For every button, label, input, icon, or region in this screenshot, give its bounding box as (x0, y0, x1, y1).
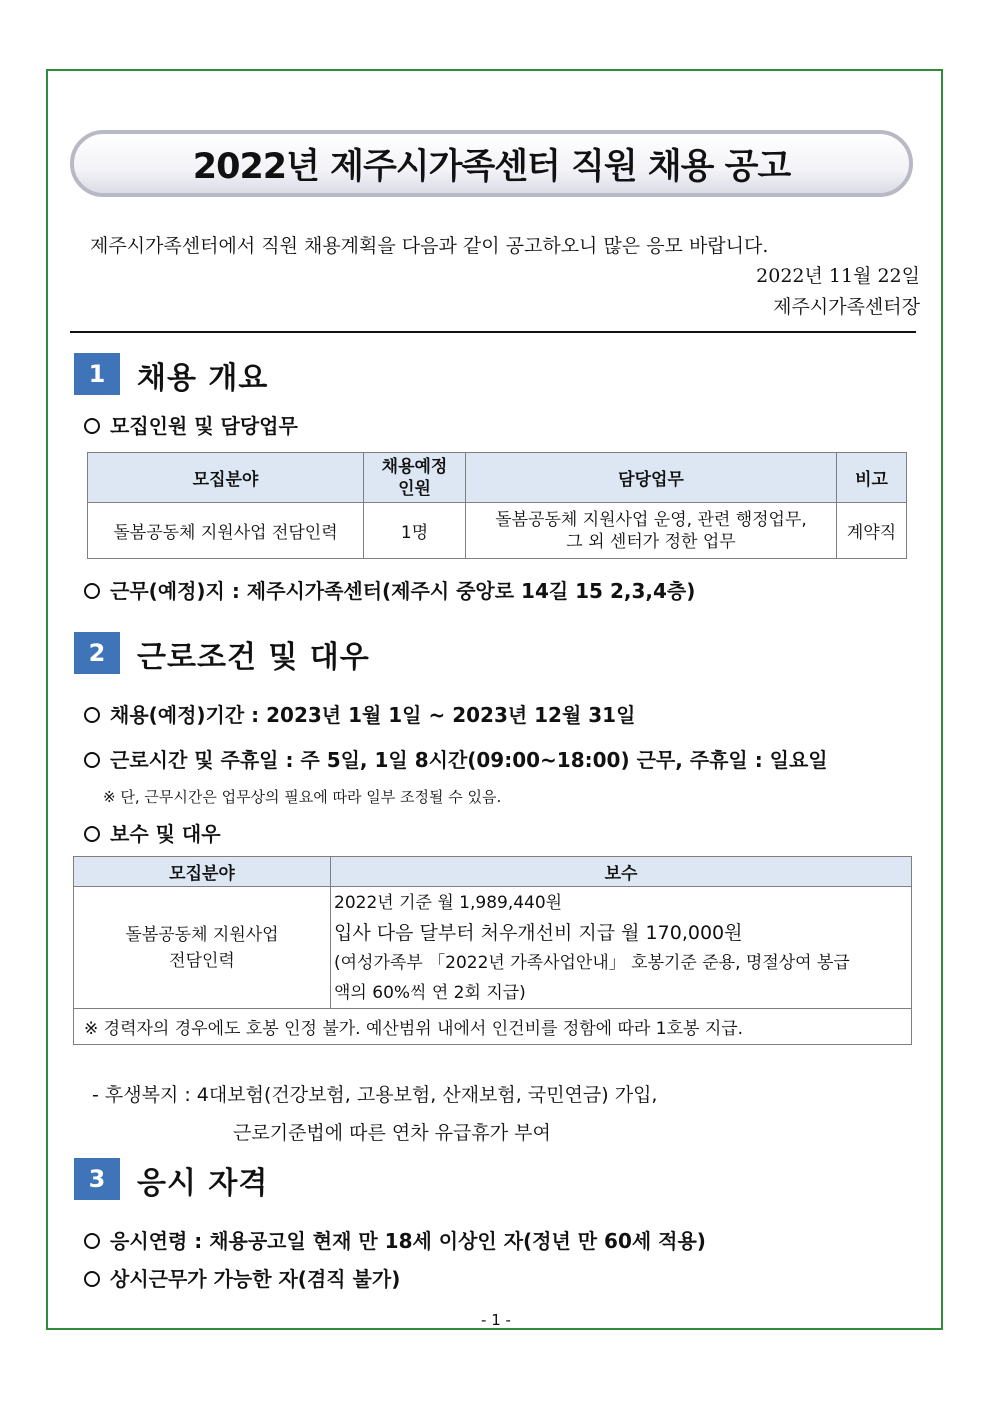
section-1-number: 1 (74, 353, 120, 395)
circle-bullet-icon (84, 752, 100, 768)
bullet-age (84, 1225, 706, 1254)
bullet-pay (84, 818, 221, 847)
bullet-workplace (84, 575, 695, 604)
bullet-hours (84, 744, 828, 773)
bullet-fulltime (84, 1263, 400, 1292)
announcement-date: 2022년 11월 22일 (756, 265, 920, 287)
cell-pay: 2022년 기준 월 1,989,440원 입사 다음 달부터 처우개선비 지급 월 170,000원 (여성가족부 「2022년 가족사업안내」 호봉기준 준용, 명절상여 봉급 액의 60%씩 연 2회 지급) (331, 887, 912, 1009)
table-row (88, 503, 907, 559)
section-2-number: 2 (74, 632, 120, 674)
th-pay-field: 모집분야 (74, 857, 331, 887)
th-note: 비고 (837, 453, 907, 503)
bullet-text: 근로시간 및 주휴일 : 주 5일, 1일 8시간(09:00~18:00) 근무, 주휴일 : 일요일 (110, 748, 828, 772)
bullet-text: 모집인원 및 담당업무 (110, 414, 298, 438)
th-pay: 보수 (331, 857, 912, 887)
pay-table (73, 856, 912, 1045)
table-row (74, 887, 912, 1009)
th-duty: 담당업무 (466, 453, 837, 503)
bullet-recruit (84, 410, 298, 439)
th-count: 채용예정 인원 (364, 453, 466, 503)
circle-bullet-icon (84, 826, 100, 842)
section-2-title: 근로조건 및 대우 (137, 640, 370, 675)
intro-text: 제주시가족센터에서 직원 채용계획을 다음과 같이 공고하오니 많은 응모 바랍니다. (90, 235, 769, 257)
circle-bullet-icon (84, 583, 100, 599)
recruit-table (87, 452, 907, 559)
issuer: 제주시가족센터장 (773, 296, 920, 318)
section-1-title: 채용 개요 (137, 361, 269, 396)
bullet-text: 채용(예정)기간 : 2023년 1월 1일 ~ 2023년 12월 31일 (110, 703, 636, 727)
circle-bullet-icon (84, 707, 100, 723)
page-number: - 1 - (481, 1311, 511, 1329)
bullet-text: 응시연령 : 채용공고일 현재 만 18세 이상인 자(정년 만 60세 적용) (110, 1229, 706, 1253)
bullet-text: 근무(예정)지 : 제주시가족센터(제주시 중앙로 14길 15 2,3,4층) (110, 579, 696, 603)
circle-bullet-icon (84, 1271, 100, 1287)
section-3-title: 응시 자격 (137, 1166, 269, 1201)
th-field: 모집분야 (88, 453, 364, 503)
section-3-number: 3 (74, 1158, 120, 1200)
cell-field: 돌봄공동체 지원사업 전담인력 (88, 503, 364, 559)
circle-bullet-icon (84, 1233, 100, 1249)
bullet-text: 상시근무가 가능한 자(겸직 불가) (110, 1267, 401, 1291)
bullet-text: 보수 및 대우 (110, 822, 221, 846)
table-row (74, 1009, 912, 1045)
welfare-line2: 근로기준법에 따른 연차 유급휴가 부여 (233, 1122, 551, 1144)
cell-pay-field: 돌봄공동체 지원사업 전담인력 (74, 887, 331, 1009)
divider (70, 331, 916, 333)
cell-note: 계약직 (837, 503, 907, 559)
bullet-period (84, 699, 635, 728)
welfare-line1: - 후생복지 : 4대보험(건강보험, 고용보험, 산재보험, 국민연금) 가입, (92, 1084, 658, 1106)
cell-pay-note: ※ 경력자의 경우에도 호봉 인정 불가. 예산범위 내에서 인건비를 정함에 따라 1호봉 지급. (74, 1009, 912, 1045)
cell-duty: 돌봄공동체 지원사업 운영, 관련 행정업무, 그 외 센터가 정한 업무 (466, 503, 837, 559)
hours-note: ※ 단, 근무시간은 업무상의 필요에 따라 일부 조정될 수 있음. (103, 788, 502, 806)
circle-bullet-icon (84, 418, 100, 434)
page-title: 2022년 제주시가족센터 직원 채용 공고 (70, 130, 913, 197)
cell-count: 1명 (364, 503, 466, 559)
